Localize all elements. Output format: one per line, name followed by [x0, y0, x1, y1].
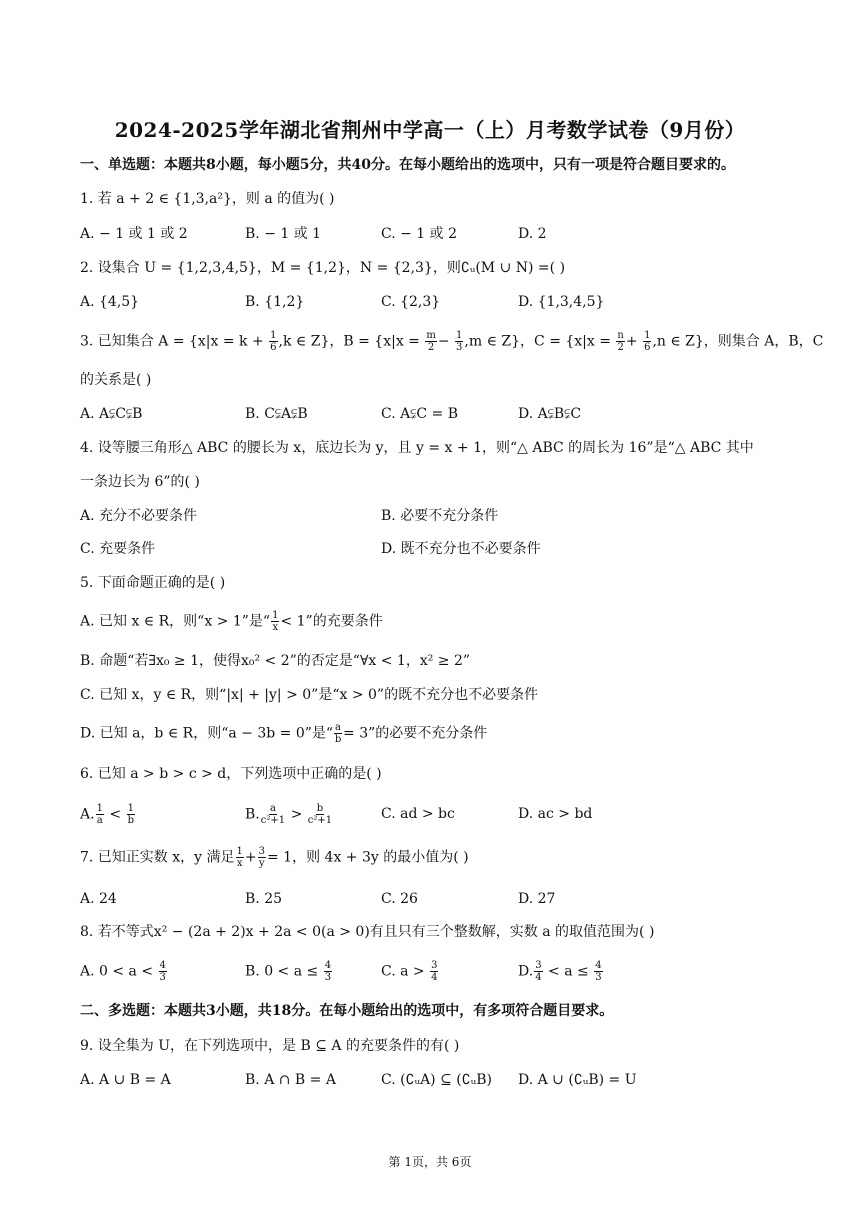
q2-option-a: A. {4,5} [80, 294, 140, 310]
q4-option-c: C. 充要条件 [80, 541, 156, 557]
q9-option-b: B. A ∩ B = A [245, 1072, 336, 1088]
q9-option-d: D. A ∪ (∁ᵤB) = U [518, 1072, 637, 1088]
question-3-stem: 3. 已知集合 A = {x|x = k + $\frac{1}{6}$ ,k ∈ Z}，B = {x|x = $\frac{m}{2}$ − $\frac{1}{3}$ ,m ∈ Z}，C = {x|x = $\frac{n}{2}$ + $\frac{1}{6}$ ,n ∈ Z}，则集合 A，B，C [80, 330, 824, 353]
q7-option-a: A. 24 [80, 891, 117, 907]
q8-option-c: C. a > $\frac{3}{4}$ [381, 960, 438, 983]
q3-option-d: D. A⫋B⫋C [518, 406, 582, 422]
q4-option-a: A. 充分不必要条件 [80, 508, 198, 524]
fraction: $\frac{m}{2}$ [426, 330, 436, 353]
question-1-stem: 1. 若 a + 2 ∈ {1,3,a²}，则 a 的值为( ) [80, 191, 335, 207]
fraction: $\frac{1}{x}$ [236, 846, 243, 869]
q8-option-b: B. 0 < a ≤ $\frac{4}{3}$ [245, 960, 332, 983]
fraction: $\frac{b}{\text{c²+1}}$ [307, 803, 333, 826]
question-7-stem: 7. 已知正实数 x，y 满足 $\frac{1}{x}$ + $\frac{3}{y}$ = 1，则 4x + 3y 的最小值为( ) [80, 846, 469, 869]
q6-option-b: B. $\frac{a}{\text{c²+1}}$ > $\frac{b}{\text{c²+1}}$ [245, 803, 333, 826]
q3-option-a: A. A⫋C⫋B [80, 406, 143, 422]
section-heading-multi-choice: 二、多选题：本题共3小题，共18分。在每小题给出的选项中，有多项符合题目要求。 [80, 1003, 614, 1019]
page-footer: 第 1页，共 6页 [388, 1155, 472, 1169]
fraction: $\frac{3}{4}$ [431, 960, 438, 983]
q8-option-d: D. $\frac{3}{4}$ < a ≤ $\frac{4}{3}$ [518, 960, 602, 983]
fraction: $\frac{1}{6}$ [644, 330, 651, 353]
q5-option-c: C. 已知 x，y ∈ R，则“|x| + |y| > 0”是“x > 0”的既不充分也不必要条件 [80, 687, 539, 703]
question-2-stem: 2. 设集合 U = {1,2,3,4,5}，M = {1,2}，N = {2,3}，则∁ᵤ(M ∪ N) =( ) [80, 260, 566, 276]
fraction: $\frac{1}{3}$ [456, 330, 463, 353]
fraction: $\frac{a}{b}$ [334, 722, 342, 745]
question-8-stem: 8. 若不等式x² − (2a + 2)x + 2a < 0(a > 0)有且只有三个整数解，实数 a 的取值范围为( ) [80, 924, 655, 940]
q5-option-b: B. 命题“若∃x₀ ≥ 1，使得x₀² < 2”的否定是“∀x < 1，x² ≥ 2” [80, 653, 471, 669]
fraction: $\frac{3}{y}$ [258, 846, 265, 869]
q1-option-d: D. 2 [518, 226, 547, 242]
q7-option-d: D. 27 [518, 891, 556, 907]
section-heading-single-choice: 一、单选题：本题共8小题，每小题5分，共40分。在每小题给出的选项中，只有一项是符合题目要求的。 [80, 157, 735, 173]
fraction: $\frac{4}{3}$ [595, 960, 602, 983]
q3-option-b: B. C⫋A⫋B [245, 406, 308, 422]
question-4-stem-line2: 一条边长为 6”的( ) [80, 474, 200, 490]
q1-option-a: A. − 1 或 1 或 2 [80, 226, 188, 242]
fraction: $\frac{3}{4}$ [535, 960, 542, 983]
q5-option-a: A. 已知 x ∈ R，则“x > 1”是“ $\frac{1}{x}$ < 1”的充要条件 [80, 610, 383, 633]
q8-option-a: A. 0 < a < $\frac{4}{3}$ [80, 960, 166, 983]
q2-option-d: D. {1,3,4,5} [518, 294, 605, 310]
q7-option-c: C. 26 [381, 891, 418, 907]
q2-option-c: C. {2,3} [381, 294, 441, 310]
fraction: $\frac{1}{x}$ [272, 610, 279, 633]
q5-option-d: D. 已知 a，b ∈ R，则“a − 3b = 0”是“ $\frac{a}{b}$ = 3”的必要不充分条件 [80, 722, 488, 745]
page-title: 2024-2025学年湖北省荆州中学高一（上）月考数学试卷（9月份） [114, 118, 746, 142]
fraction: $\frac{1}{a}$ [96, 803, 103, 826]
fraction: $\frac{4}{3}$ [159, 960, 166, 983]
question-4-stem: 4. 设等腰三角形△ ABC 的腰长为 x，底边长为 y，且 y = x + 1，则“△ ABC 的周长为 16”是“△ ABC 其中 [80, 440, 754, 456]
q1-option-b: B. − 1 或 1 [245, 226, 322, 242]
q7-option-b: B. 25 [245, 891, 283, 907]
question-5-stem: 5. 下面命题正确的是( ) [80, 575, 226, 591]
q6-option-d: D. ac > bd [518, 806, 593, 822]
fraction: $\frac{4}{3}$ [324, 960, 332, 983]
question-6-stem: 6. 已知 a > b > c > d，下列选项中正确的是( ) [80, 766, 382, 782]
fraction: $\frac{1}{b}$ [127, 803, 134, 826]
q9-option-c: C. (∁ᵤA) ⊆ (∁ᵤB) [381, 1072, 492, 1088]
q6-option-a: A. $\frac{1}{a}$ < $\frac{1}{b}$ [80, 803, 134, 826]
q6-option-c: C. ad > bc [381, 806, 455, 822]
fraction: $\frac{n}{2}$ [617, 330, 624, 353]
question-9-stem: 9. 设全集为 U，在下列选项中，是 B ⊆ A 的充要条件的有( ) [80, 1038, 460, 1054]
q3-option-c: C. A⫋C = B [381, 406, 459, 422]
q4-option-d: D. 既不充分也不必要条件 [381, 541, 541, 557]
q2-option-b: B. {1,2} [245, 294, 305, 310]
question-3-stem-line2: 的关系是( ) [80, 372, 152, 388]
q1-option-c: C. − 1 或 2 [381, 226, 458, 242]
q4-option-b: B. 必要不充分条件 [381, 508, 499, 524]
fraction: $\frac{a}{\text{c²+1}}$ [260, 803, 286, 826]
fraction: $\frac{1}{6}$ [270, 330, 277, 353]
q9-option-a: A. A ∪ B = A [80, 1072, 171, 1088]
